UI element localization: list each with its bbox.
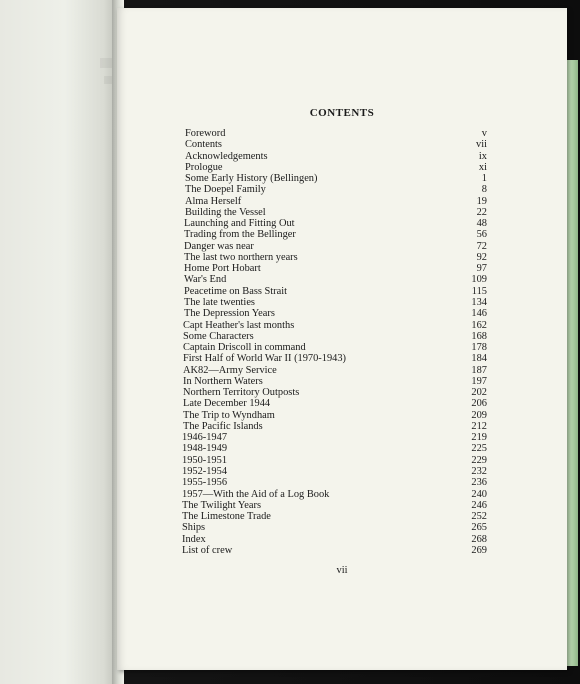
toc-entry-title: Launching and Fitting Out bbox=[184, 218, 295, 230]
toc-entry bbox=[182, 545, 487, 556]
toc-entry-page: 232 bbox=[471, 465, 487, 477]
toc-entry-page: 206 bbox=[471, 398, 487, 410]
toc-entry-title: The Trip to Wyndham bbox=[183, 409, 275, 421]
toc-entry-title: Home Port Hobart bbox=[184, 263, 261, 275]
toc-entry-title: Contents bbox=[185, 139, 222, 151]
toc-entry bbox=[182, 455, 487, 466]
toc-entry bbox=[182, 162, 487, 173]
toc-entry bbox=[182, 173, 487, 184]
toc-entry bbox=[182, 196, 487, 207]
toc-entry-page: 19 bbox=[476, 195, 487, 207]
toc-entry-page: xi bbox=[478, 161, 487, 173]
toc-entry-title: War's End bbox=[184, 274, 227, 286]
toc-entry bbox=[182, 241, 487, 252]
page-title: CONTENTS bbox=[309, 107, 375, 119]
toc-entry-title: The Depression Years bbox=[184, 308, 275, 320]
toc-entry-page: 1 bbox=[481, 173, 487, 185]
toc-entry-title: The late twenties bbox=[184, 296, 255, 308]
toc-entry-title: Ships bbox=[182, 522, 206, 534]
toc-entry-title: Captain Driscoll in command bbox=[183, 342, 306, 354]
contents-page bbox=[117, 8, 567, 670]
toc-entry-title: Some Early History (Bellingen) bbox=[185, 173, 318, 185]
toc-entry-title: Some Characters bbox=[183, 330, 254, 342]
toc-entry bbox=[182, 421, 487, 432]
toc-entry-page: 146 bbox=[471, 308, 487, 320]
toc-entry bbox=[182, 297, 487, 308]
toc-entry-page: 8 bbox=[481, 184, 487, 196]
toc-entry-page: 184 bbox=[471, 353, 487, 365]
table-of-contents bbox=[182, 128, 487, 556]
toc-entry-page: 168 bbox=[471, 330, 487, 342]
toc-entry-page: 265 bbox=[471, 522, 487, 534]
toc-entry-title: 1955-1956 bbox=[182, 477, 228, 489]
toc-entry-title: The Doepel Family bbox=[185, 184, 266, 196]
toc-entry-page: 212 bbox=[471, 420, 487, 432]
toc-entry-page: 246 bbox=[471, 499, 487, 511]
toc-entry bbox=[182, 398, 487, 409]
toc-entry bbox=[182, 286, 487, 297]
toc-entry-title: Alma Herself bbox=[185, 195, 242, 207]
toc-entry-title: The Pacific Islands bbox=[183, 420, 263, 432]
toc-entry-title: The Twilight Years bbox=[182, 499, 262, 511]
toc-entry-page: 22 bbox=[476, 206, 487, 218]
toc-entry-title: Index bbox=[182, 533, 206, 545]
toc-entry bbox=[182, 410, 487, 421]
toc-entry bbox=[182, 500, 487, 511]
toc-entry bbox=[182, 331, 487, 342]
toc-entry bbox=[182, 365, 487, 376]
toc-entry-title: 1948-1949 bbox=[182, 443, 228, 455]
toc-entry-page: 56 bbox=[476, 229, 487, 241]
toc-entry-page: 187 bbox=[471, 364, 487, 376]
toc-entry-page: vii bbox=[476, 139, 487, 151]
toc-entry-page: 109 bbox=[471, 274, 487, 286]
toc-entry-title: Foreword bbox=[185, 128, 226, 139]
toc-entry-title: Building the Vessel bbox=[185, 206, 266, 218]
toc-entry-page: 240 bbox=[471, 488, 487, 500]
page-number: vii bbox=[336, 565, 348, 576]
toc-entry-title: In Northern Waters bbox=[183, 375, 263, 387]
toc-entry-page: 229 bbox=[471, 454, 487, 466]
toc-entry-title: 1952-1954 bbox=[182, 465, 228, 477]
toc-entry-title: AK82—Army Service bbox=[183, 364, 277, 376]
toc-entry bbox=[182, 376, 487, 387]
toc-entry bbox=[182, 353, 487, 364]
toc-entry-title: 1950-1951 bbox=[182, 454, 228, 466]
toc-entry-page: 197 bbox=[471, 375, 487, 387]
toc-entry-title: Prologue bbox=[185, 161, 223, 173]
toc-entry bbox=[182, 511, 487, 522]
toc-entry bbox=[182, 432, 487, 443]
toc-entry-page: 115 bbox=[471, 285, 487, 297]
toc-entry-page: 225 bbox=[471, 443, 487, 455]
toc-entry-title: Late December 1944 bbox=[183, 398, 271, 410]
toc-entry-page: 202 bbox=[471, 387, 487, 399]
toc-entry bbox=[182, 128, 487, 139]
toc-entry bbox=[182, 534, 487, 545]
toc-entry-title: The Limestone Trade bbox=[182, 511, 271, 523]
toc-entry bbox=[182, 489, 487, 500]
toc-entry bbox=[182, 207, 487, 218]
toc-entry bbox=[182, 477, 487, 488]
toc-entry-page: 72 bbox=[476, 240, 487, 252]
toc-entry bbox=[182, 443, 487, 454]
toc-entry bbox=[182, 263, 487, 274]
toc-entry-page: 48 bbox=[476, 218, 487, 230]
toc-entry bbox=[182, 466, 487, 477]
toc-entry bbox=[182, 274, 487, 285]
toc-entry-title: Acknowledgements bbox=[185, 150, 268, 162]
toc-entry-page: 178 bbox=[471, 342, 487, 354]
toc-entry bbox=[182, 229, 487, 240]
toc-entry-title: Northern Territory Outposts bbox=[183, 387, 300, 399]
toc-entry-title: Peacetime on Bass Strait bbox=[184, 285, 288, 297]
toc-entry-page: 209 bbox=[471, 409, 487, 421]
toc-entry-page: 219 bbox=[471, 432, 487, 444]
toc-entry-page: 92 bbox=[476, 251, 487, 263]
toc-entry-title: Danger was near bbox=[184, 240, 254, 252]
toc-entry-title: Capt Heather's last months bbox=[183, 319, 295, 331]
toc-entry-page: ix bbox=[478, 150, 487, 162]
toc-entry-title: 1946-1947 bbox=[182, 432, 228, 444]
toc-entry-page: 236 bbox=[471, 477, 487, 489]
toc-entry bbox=[182, 252, 487, 263]
toc-entry-page: 162 bbox=[471, 319, 487, 331]
toc-entry-title: First Half of World War II (1970-1943) bbox=[183, 353, 347, 365]
toc-entry-page: 269 bbox=[471, 544, 487, 556]
toc-entry bbox=[182, 139, 487, 150]
toc-entry bbox=[182, 387, 487, 398]
toc-entry bbox=[182, 342, 487, 353]
toc-entry bbox=[182, 308, 487, 319]
left-page bbox=[0, 0, 118, 684]
toc-entry bbox=[182, 218, 487, 229]
toc-entry-page: v bbox=[481, 128, 487, 139]
toc-entry-title: The last two northern years bbox=[184, 251, 298, 263]
toc-entry-page: 268 bbox=[471, 533, 487, 545]
toc-entry bbox=[182, 151, 487, 162]
toc-entry-page: 252 bbox=[471, 511, 487, 523]
toc-entry bbox=[182, 320, 487, 331]
toc-entry-page: 97 bbox=[476, 263, 487, 275]
toc-entry-title: List of crew bbox=[182, 544, 233, 556]
toc-entry-title: 1957—With the Aid of a Log Book bbox=[182, 488, 330, 500]
toc-entry bbox=[182, 522, 487, 533]
toc-entry bbox=[182, 184, 487, 195]
toc-entry-page: 134 bbox=[471, 296, 487, 308]
toc-entry-title: Trading from the Bellinger bbox=[184, 229, 296, 241]
